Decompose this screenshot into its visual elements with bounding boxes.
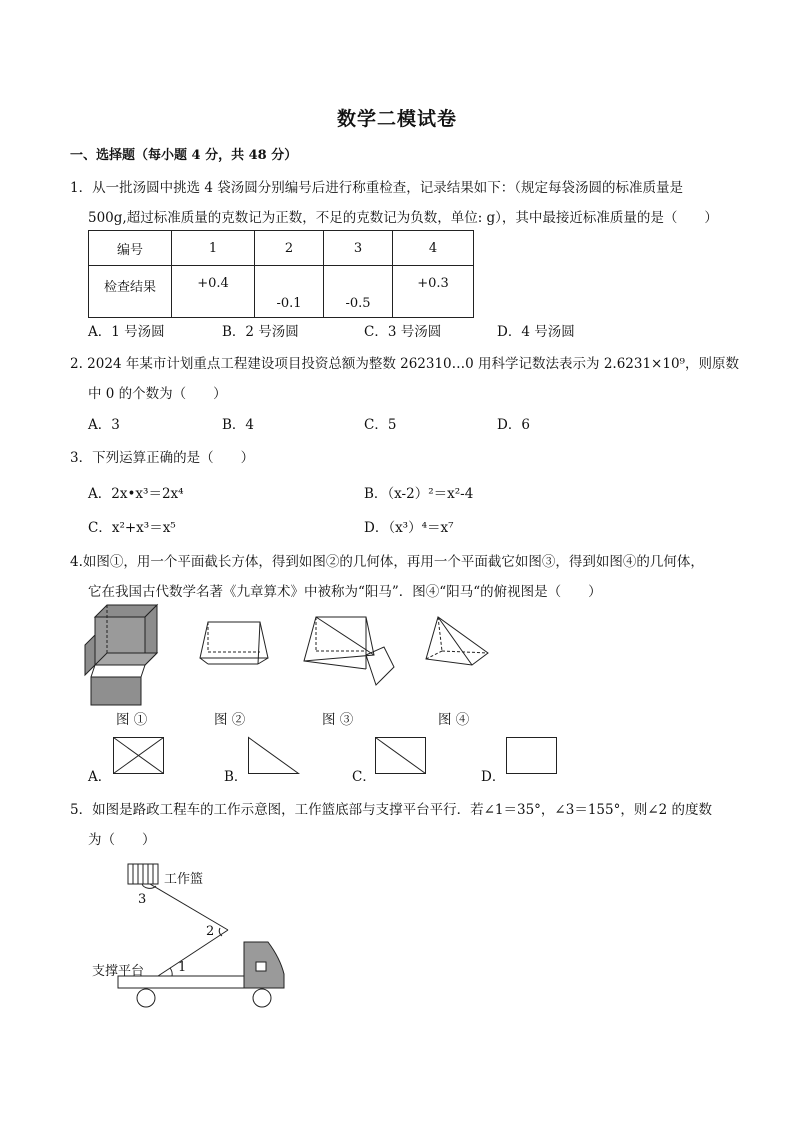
angle-1-label: 1 [178, 960, 187, 975]
q1-text-line1: 1．从一批汤圆中挑选 4 袋汤圆分别编号后进行称重检查，记录结果如下：（规定每袋汤圆的标准质量是 [70, 180, 684, 196]
q5-text-line2: 为（ ） [88, 832, 156, 848]
q2-option-a[interactable]: A．3 [88, 417, 120, 433]
platform-label: 支撑平台 [92, 964, 145, 979]
figure-2-caption: 图 ② [214, 712, 246, 728]
q4-option-b[interactable]: B． [224, 769, 248, 785]
q4-option-d[interactable]: D． [481, 769, 506, 785]
q2-text-line2: 中 0 的个数为（ ） [88, 386, 227, 402]
figure-3-caption: 图 ③ [322, 712, 354, 728]
table-cell: -0.5 [324, 266, 393, 318]
figure-1-caption: 图 ① [116, 712, 148, 728]
figure-2-triangular-prism [198, 620, 270, 670]
q4-text-line2: 它在我国古代数学名著《九章算术》中被称为“阳马”．图④“阳马“的俯视图是（ ） [88, 584, 602, 600]
q3-option-a[interactable]: A．2x•x³＝2x⁴ [88, 486, 184, 502]
q1-text-line2: 500g,超过标准质量的克数记为正数，不足的克数记为负数，单位: g），其中最接近标准质量的是（ ） [88, 210, 718, 226]
q2-option-d[interactable]: D．6 [497, 417, 530, 433]
q1-option-a[interactable]: A．1 号汤圆 [88, 324, 165, 340]
figure-1-unfolded-cuboid [85, 605, 165, 707]
q3-text-line1: 3．下列运算正确的是（ ） [70, 450, 255, 466]
table-row [89, 266, 474, 318]
table-cell: 编号 [89, 231, 172, 266]
q2-text-line1: 2. 2024 年某市计划重点工程建设项目投资总额为整数 262310…0 用科学记数法表示为 2.6231×10⁹，则原数 [70, 356, 739, 372]
q3-option-d[interactable]: D．（x³）⁴＝x⁷ [364, 520, 454, 536]
option-c-diagonal-rectangle[interactable] [375, 737, 427, 775]
q5-text-line1: 5．如图是路政工程车的工作示意图，工作篮底部与支撑平台平行．若∠1＝35°，∠3＝155°，则∠2 的度数 [70, 802, 713, 818]
page-title: 数学二模试卷 [336, 108, 457, 130]
table-cell: -0.1 [255, 266, 324, 318]
q1-option-d[interactable]: D．4 号汤圆 [497, 324, 575, 340]
q2-option-c[interactable]: C．5 [364, 417, 397, 433]
section-heading: 一、选择题（每小题 4 分，共 48 分） [70, 148, 298, 163]
q4-option-a[interactable]: A． [88, 769, 112, 785]
table-header-row [89, 231, 474, 266]
q3-option-b[interactable]: B．（x-2）²＝x²-4 [364, 486, 474, 502]
figure-4-yangma-pyramid [424, 615, 494, 671]
table-cell: +0.4 [172, 266, 255, 318]
table-cell: +0.3 [393, 266, 474, 318]
q1-result-table [88, 230, 474, 318]
basket-label: 工作篮 [164, 872, 204, 887]
option-b-right-triangle[interactable] [248, 737, 300, 775]
table-cell: 1 [172, 231, 255, 266]
figure-3-cut-prism [302, 615, 398, 687]
table-cell: 3 [324, 231, 393, 266]
q1-option-c[interactable]: C．3 号汤圆 [364, 324, 442, 340]
q4-text-line1: 4.如图①，用一个平面截长方体，得到如图②的几何体，再用一个平面截它如图③，得到如图④的几何体， [70, 554, 704, 570]
angle-2-label: 2 [206, 924, 215, 939]
table-cell: 检查结果 [89, 266, 172, 318]
q4-option-c[interactable]: C． [352, 769, 376, 785]
q3-option-c[interactable]: C．x²+x³＝x⁵ [88, 520, 176, 536]
q2-option-b[interactable]: B．4 [222, 417, 255, 433]
table-cell: 2 [255, 231, 324, 266]
figure-4-caption: 图 ④ [438, 712, 470, 728]
table-cell: 4 [393, 231, 474, 266]
option-d-rectangle[interactable] [506, 737, 558, 775]
q1-option-b[interactable]: B．2 号汤圆 [222, 324, 299, 340]
angle-3-label: 3 [138, 892, 147, 907]
option-a-crossed-rectangle[interactable] [113, 737, 165, 775]
